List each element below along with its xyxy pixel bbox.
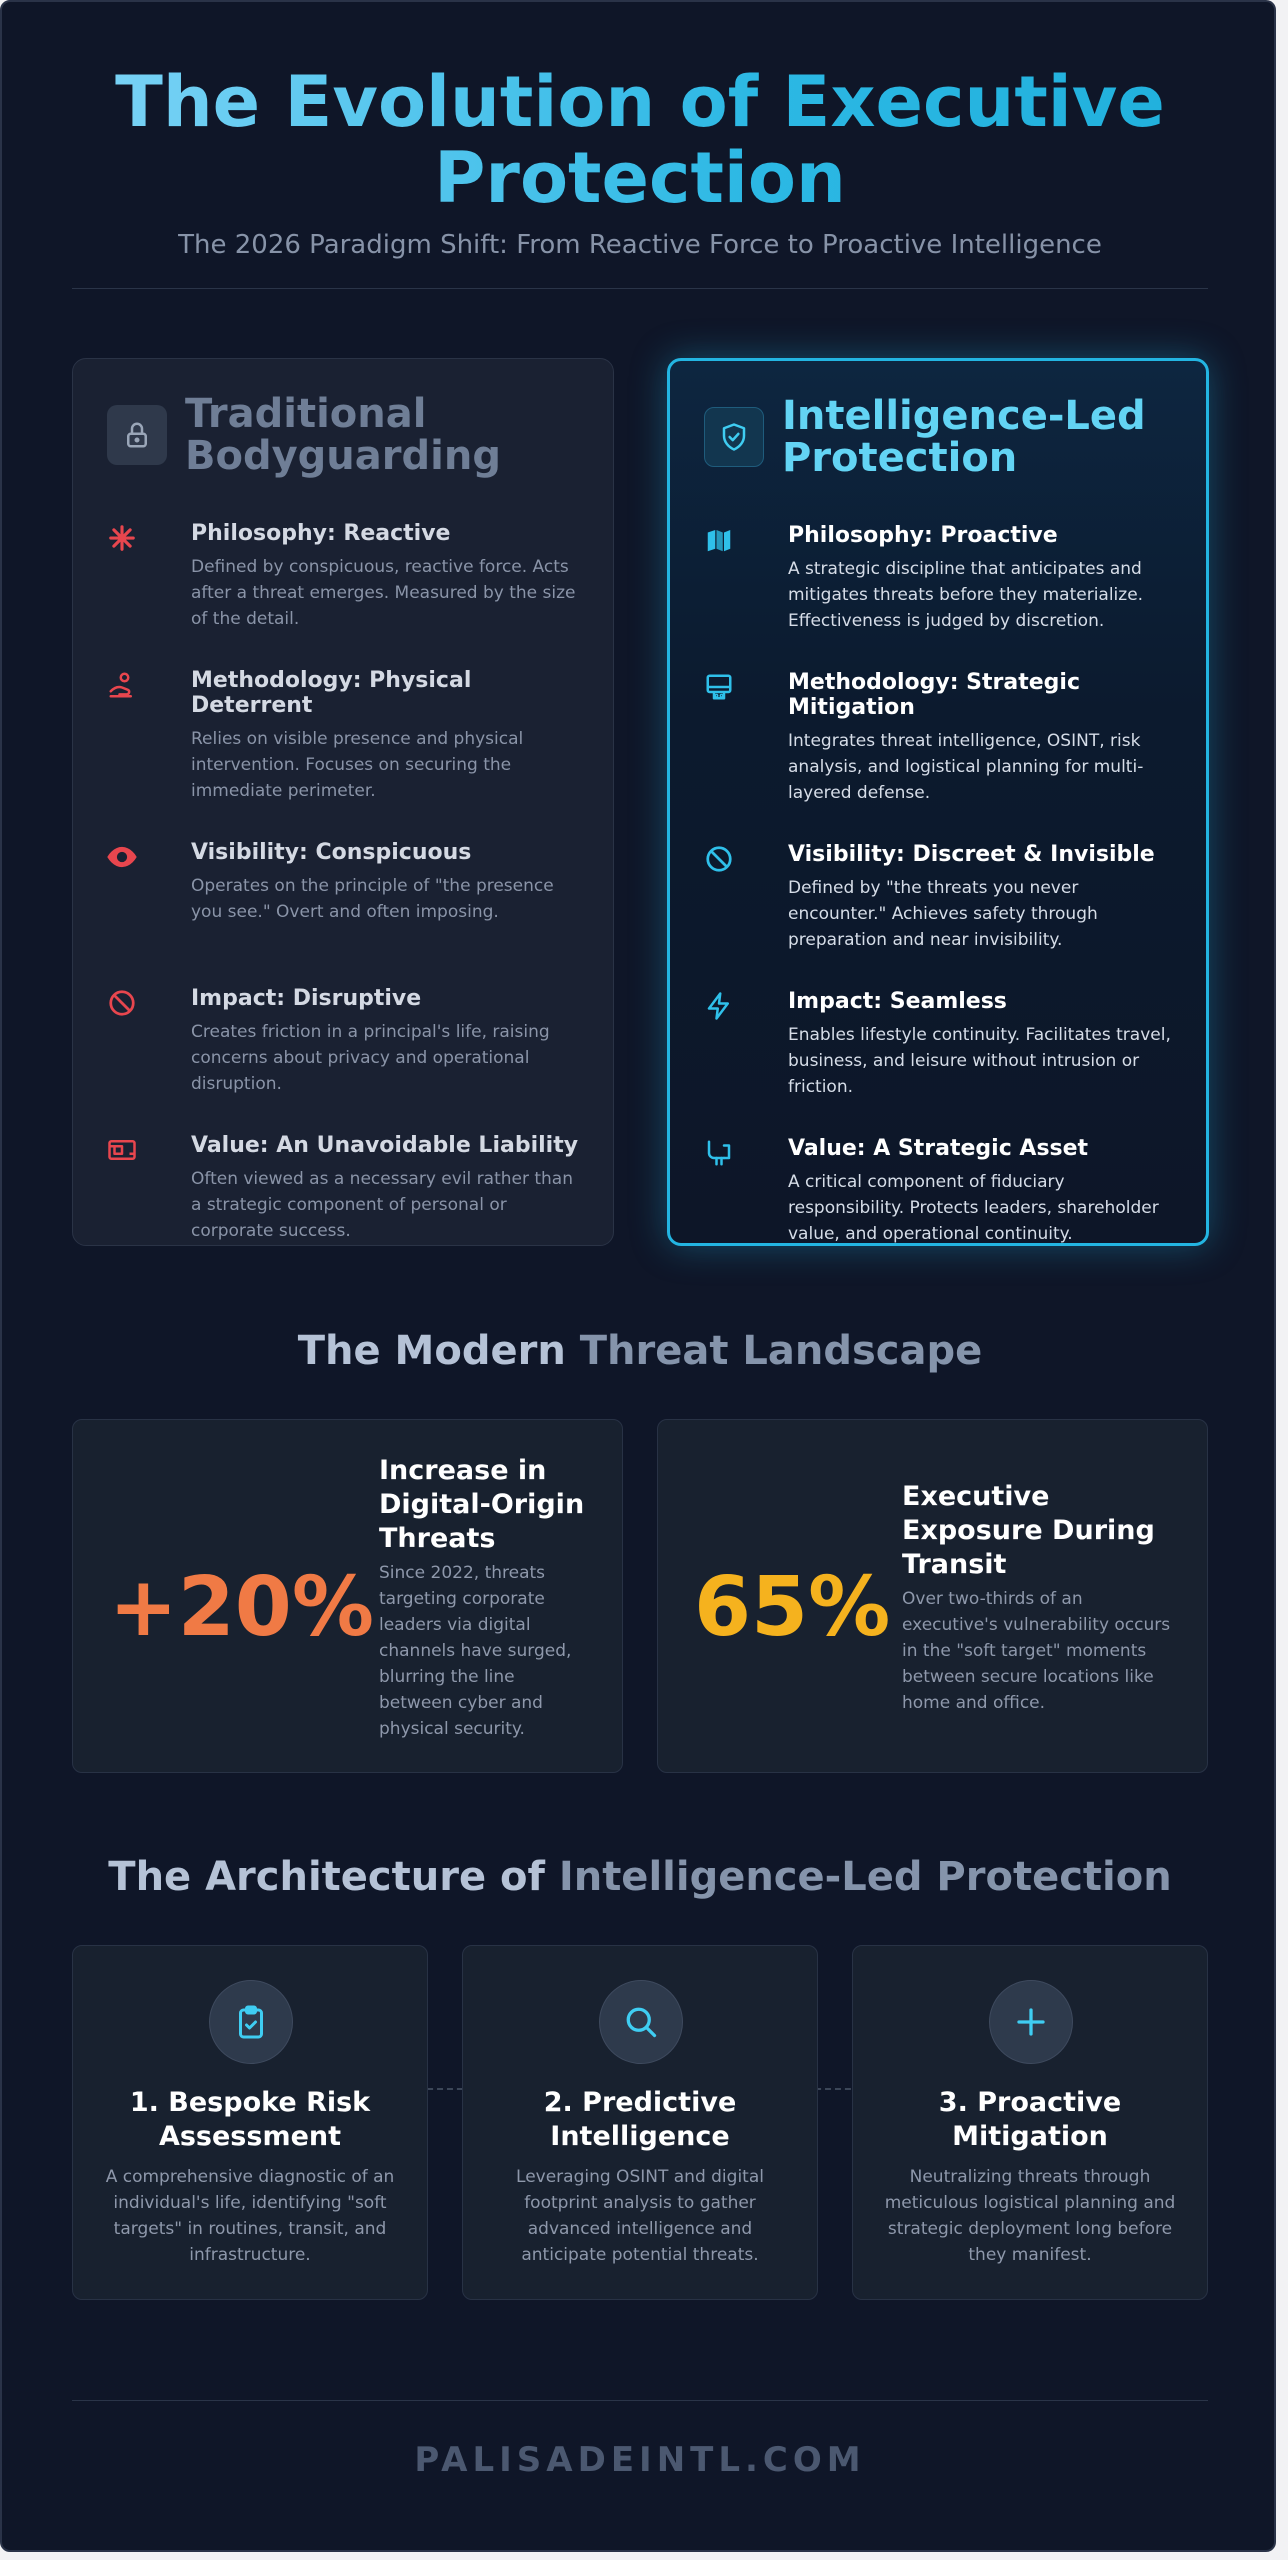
item-title: Impact: Seamless xyxy=(788,989,1007,1014)
architecture-section-title xyxy=(72,1854,1208,1900)
traditional-item-value xyxy=(107,1133,579,1244)
intelligence-card-title: Intelligence-Led Protection xyxy=(782,393,1146,481)
stat-card-transit-exposure xyxy=(657,1419,1208,1773)
asterisk-icon xyxy=(107,523,141,557)
step-title: 1. Bespoke Risk Assessment xyxy=(129,2087,371,2152)
traditional-card-header xyxy=(107,393,579,477)
stat-value: +20% xyxy=(109,1560,374,1655)
hand-icon xyxy=(107,670,141,704)
money-icon xyxy=(107,1135,141,1169)
step-desc: Neutralizing threats through meticulous logistical planning and strategic deployment long before they manifest. xyxy=(884,2167,1176,2265)
stat-title: Executive Exposure During Transit xyxy=(902,1481,1155,1580)
threat-section-title xyxy=(72,1328,1208,1374)
item-desc: Relies on visible presence and physical intervention. Focuses on securing the immediate perimeter. xyxy=(191,729,524,801)
eye-icon xyxy=(107,842,141,876)
item-desc: Operates on the principle of "the presence you see." Overt and often imposing. xyxy=(191,876,554,922)
intelligence-item-methodology xyxy=(704,670,1172,806)
architecture-section-title-b: Intelligence-Led Protection xyxy=(558,1854,1172,1900)
shield-check-icon xyxy=(704,407,764,467)
page-subtitle: The 2026 Paradigm Shift: From Reactive Force to Proactive Intelligence xyxy=(178,230,1102,260)
clipboard-check-icon xyxy=(209,1980,293,2064)
monitor-icon xyxy=(704,672,738,706)
intelligence-card xyxy=(667,358,1209,1246)
map-icon xyxy=(704,525,738,559)
bolt-icon xyxy=(704,991,738,1025)
threat-section-title-a: The Modern xyxy=(297,1328,580,1374)
traditional-card xyxy=(72,358,614,1246)
item-title: Visibility: Discreet & Invisible xyxy=(788,842,1155,867)
lock-icon xyxy=(107,405,167,465)
traditional-card-title: Traditional Bodyguarding xyxy=(185,391,501,479)
intelligence-item-philosophy xyxy=(704,523,1172,634)
stat-title: Increase in Digital-Origin Threats xyxy=(379,1455,585,1554)
stat-desc: Over two-thirds of an executive's vulnerability occurs in the "soft target" moments between secure locations like home and office. xyxy=(902,1589,1171,1713)
intelligence-item-value xyxy=(704,1136,1172,1247)
step-title: 2. Predictive Intelligence xyxy=(543,2087,737,2152)
search-icon xyxy=(599,1980,683,2064)
item-desc: Defined by "the threats you never encounter." Achieves safety through preparation and near invisibility. xyxy=(788,878,1098,950)
stat-desc: Since 2022, threats targeting corporate leaders via digital channels have surged, blurring the line between cyber and physical security. xyxy=(379,1563,572,1739)
traditional-item-philosophy xyxy=(107,521,579,632)
item-title: Methodology: Physical Deterrent xyxy=(191,668,472,718)
intelligence-item-visibility xyxy=(704,842,1172,953)
intelligence-card-header xyxy=(704,395,1172,479)
plus-icon xyxy=(989,1980,1073,2064)
item-desc: Integrates threat intelligence, OSINT, risk analysis, and logistical planning for multi-layered defense. xyxy=(788,731,1144,803)
item-title: Value: An Unavoidable Liability xyxy=(191,1133,579,1158)
item-desc: Enables lifestyle continuity. Facilitates travel, business, and leisure without intrusion or friction. xyxy=(788,1025,1171,1097)
ban-icon xyxy=(704,844,738,878)
step-title: 3. Proactive Mitigation xyxy=(938,2087,1122,2152)
stat-value: 65% xyxy=(694,1560,891,1655)
step-card-risk-assessment xyxy=(72,1945,428,2300)
traditional-item-impact xyxy=(107,986,579,1097)
stat-card-digital-threats xyxy=(72,1419,623,1773)
header-divider xyxy=(72,288,1208,289)
item-desc: A strategic discipline that anticipates and mitigates threats before they materialize. Effectiveness is judged by discretion. xyxy=(788,559,1144,631)
ban-icon xyxy=(107,988,141,1022)
step-card-proactive-mitigation xyxy=(852,1945,1208,2300)
item-desc: Defined by conspicuous, reactive force. Acts after a threat emerges. Measured by the size of the detail. xyxy=(191,557,576,629)
threat-section-title-b: Threat Landscape xyxy=(579,1328,983,1374)
handshake-icon xyxy=(704,1138,738,1172)
traditional-item-visibility xyxy=(107,840,579,950)
item-title: Visibility: Conspicuous xyxy=(191,840,472,865)
footer-site-link[interactable]: PALISADEINTL.COM xyxy=(414,2440,866,2480)
intelligence-item-impact xyxy=(704,989,1172,1100)
item-title: Impact: Disruptive xyxy=(191,986,422,1011)
architecture-section-title-a: The Architecture of xyxy=(108,1854,559,1900)
header xyxy=(72,61,1208,260)
page-title: The Evolution of Executive Protection xyxy=(72,64,1208,216)
item-desc: A critical component of fiduciary responsibility. Protects leaders, shareholder value, and operational continuity. xyxy=(788,1172,1159,1244)
item-title: Methodology: Strategic Mitigation xyxy=(788,670,1080,720)
step-desc: A comprehensive diagnostic of an individual's life, identifying "soft targets" in routines, transit, and infrastructure. xyxy=(105,2167,395,2265)
item-title: Philosophy: Reactive xyxy=(191,521,451,546)
traditional-item-methodology xyxy=(107,668,579,804)
step-card-predictive-intelligence xyxy=(462,1945,818,2300)
item-desc: Often viewed as a necessary evil rather than a strategic component of personal or corporate success. xyxy=(191,1169,573,1241)
item-title: Philosophy: Proactive xyxy=(788,523,1058,548)
step-desc: Leveraging OSINT and digital footprint analysis to gather advanced intelligence and anticipate potential threats. xyxy=(516,2167,764,2265)
item-desc: Creates friction in a principal's life, raising concerns about privacy and operational disruption. xyxy=(191,1022,550,1094)
item-title: Value: A Strategic Asset xyxy=(788,1136,1089,1161)
footer-divider xyxy=(72,2400,1208,2401)
